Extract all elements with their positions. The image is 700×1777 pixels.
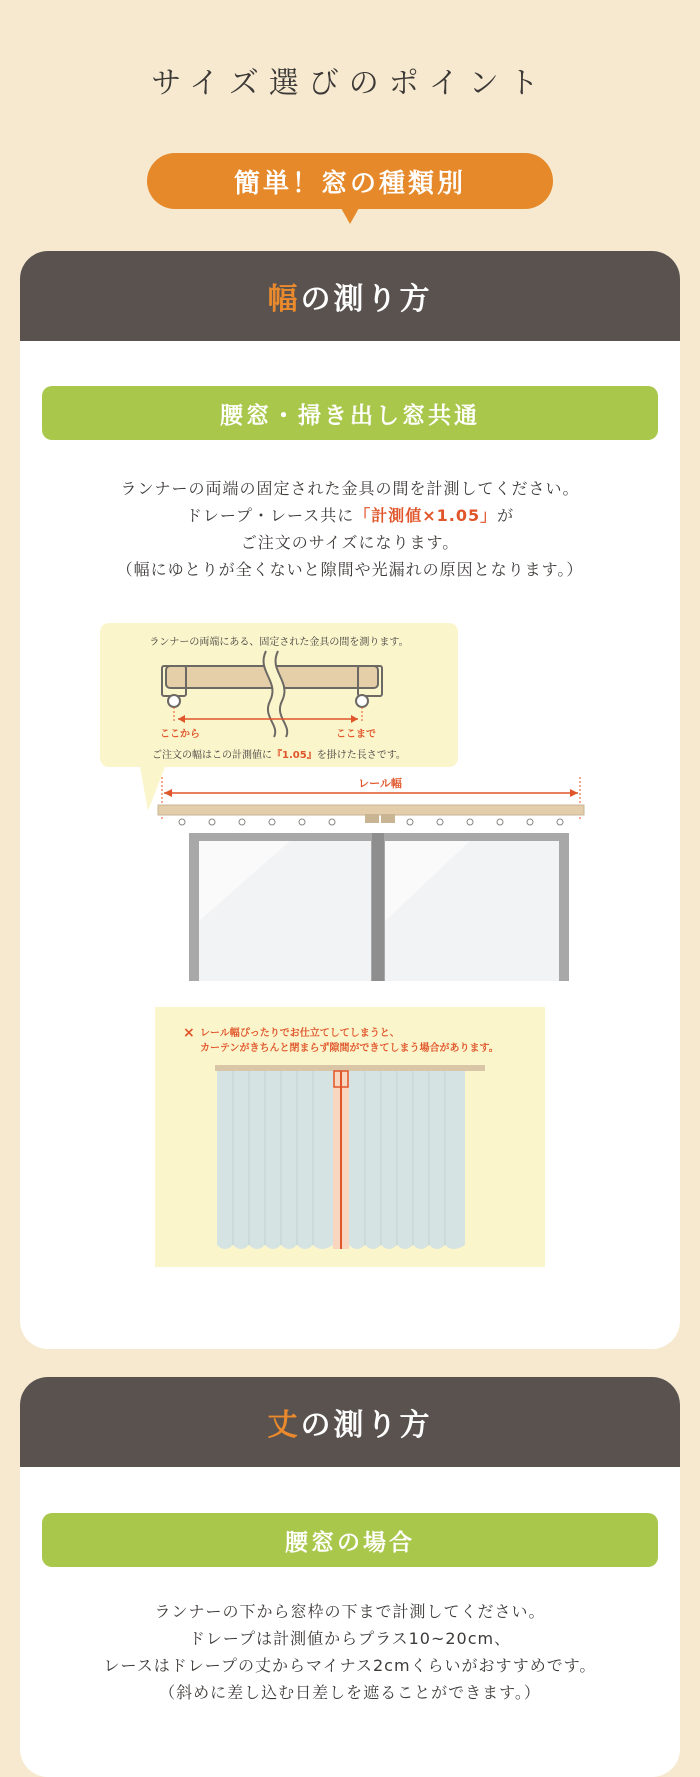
height-description: [20, 1598, 680, 1706]
curtain-left: [217, 1071, 333, 1249]
width-measure-card: [20, 251, 680, 1349]
warning-rail: [215, 1065, 485, 1071]
warning-line1: レール幅ぴったりでお仕立てしてしまうと、: [200, 1028, 400, 1039]
bubble-runner-left: [168, 695, 180, 707]
width-description: [20, 475, 680, 583]
height-desc-line2: ドレープは計測値からプラス10~20cm、: [188, 1629, 512, 1648]
width-card-header: [20, 251, 680, 341]
warning-diagram: [155, 1007, 545, 1267]
height-heading-accent: 丈: [267, 1408, 301, 1443]
height-desc-line4: （斜めに差し込む日差しを遮ることができます。）: [159, 1683, 541, 1702]
warning-x-icon: ×: [183, 1025, 195, 1041]
curtain-rail: [158, 805, 584, 815]
height-subheading: 腰窓の場合: [42, 1513, 658, 1567]
label-from: ここから: [160, 729, 200, 740]
height-desc-line3: レースはドレープの丈からマイナス2cmくらいがおすすめです。: [103, 1656, 597, 1675]
bubble-runner-right: [356, 695, 368, 707]
rail-width-diagram: [90, 621, 610, 981]
rail-width-label: レール幅: [358, 777, 402, 790]
height-measure-card: [20, 1377, 680, 1777]
width-desc-line4: （幅にゆとりが全くないと隙間や光漏れの原因となります。）: [116, 560, 584, 579]
curtain-right: [349, 1071, 465, 1249]
page-title: サイズ選びのポイント: [151, 66, 549, 101]
width-desc-line1: ランナーの両端の固定された金具の間を計測してください。: [120, 479, 580, 498]
width-subheading: 腰窓・掃き出し窓共通: [42, 386, 658, 440]
width-desc-line3: ご注文のサイズになります。: [240, 533, 460, 552]
bubble-bottom-text: ご注文の幅はこの計測値に『1.05』を掛けた長さです。: [152, 750, 406, 761]
width-heading-rest: の測り方: [300, 282, 433, 317]
height-desc-line1: ランナーの下から窓枠の下まで計測してください。: [154, 1602, 546, 1621]
width-desc-highlight: 「計測値×1.05」: [354, 506, 498, 525]
width-heading-accent: 幅: [267, 282, 301, 317]
width-desc-line2: ドレープ・レース共に「計測値×1.05」が: [185, 506, 515, 525]
label-to: ここまで: [336, 729, 376, 740]
height-heading-rest: の測り方: [300, 1408, 433, 1443]
height-card-header: [20, 1377, 680, 1467]
section-pill: 簡単！窓の種類別: [147, 153, 553, 209]
warning-line2: カーテンがきちんと閉まらず隙間ができてしまう場合があります。: [200, 1043, 499, 1054]
bubble-top-text: ランナーの両端にある、固定された金具の間を測ります。: [149, 637, 409, 648]
